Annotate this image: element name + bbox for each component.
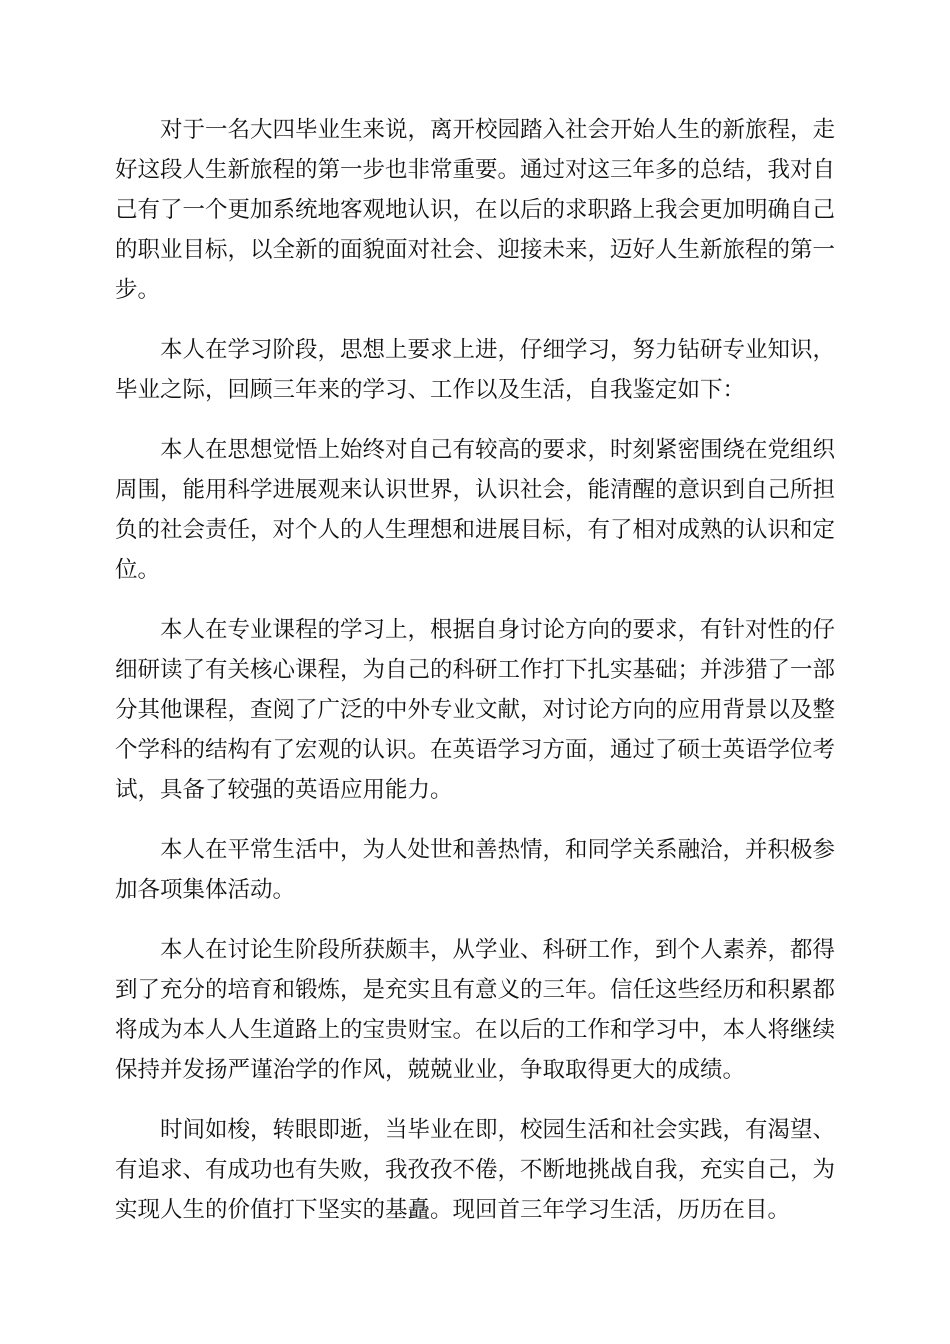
paragraph-2: 本人在学习阶段，思想上要求上进，仔细学习，努力钻研专业知识，毕业之际，回顾三年来的学习、工作以及生活，自我鉴定如下： bbox=[115, 337, 836, 403]
document-body bbox=[115, 110, 835, 1250]
paragraph-3: 本人在思想觉悟上始终对自己有较高的要求，时刻紧密围绕在党组织周围，能用科学进展观来认识世界，认识社会，能清醒的意识到自己所担负的社会责任，对个人的人生理想和进展目标，有了相对成熟的认识和定位。 bbox=[115, 437, 836, 583]
paragraph-7: 时间如梭，转眼即逝，当毕业在即，校园生活和社会实践，有渴望、有追求、有成功也有失败，我孜孜不倦，不断地挑战自我，充实自己，为实现人生的价值打下坚实的基矗。现回首三年学习生活，历历在目。 bbox=[115, 1117, 836, 1223]
paragraph-5: 本人在平常生活中，为人处世和善热情，和同学关系融洽，并积极参加各项集体活动。 bbox=[115, 837, 836, 903]
paragraph-6: 本人在讨论生阶段所获颇丰，从学业、科研工作，到个人素养，都得到了充分的培育和锻炼，是充实且有意义的三年。信任这些经历和积累都将成为本人人生道路上的宝贵财宝。在以后的工作和学习中，本人将继续保持并发扬严谨治学的作风，兢兢业业，争取取得更大的成绩。 bbox=[115, 937, 836, 1083]
paragraph-1: 对于一名大四毕业生来说，离开校园踏入社会开始人生的新旅程，走好这段人生新旅程的第一步也非常重要。通过对这三年多的总结，我对自己有了一个更加系统地客观地认识，在以后的求职路上我会更加明确自己的职业目标，以全新的面貌面对社会、迎接未来，迈好人生新旅程的第一步。 bbox=[115, 117, 836, 303]
paragraph-4: 本人在专业课程的学习上，根据自身讨论方向的要求，有针对性的仔细研读了有关核心课程，为自己的科研工作打下扎实基础；并涉猎了一部分其他课程，查阅了广泛的中外专业文献，对讨论方向的应用背景以及整个学科的结构有了宏观的认识。在英语学习方面，通过了硕士英语学位考试，具备了较强的英语应用能力。 bbox=[115, 617, 836, 803]
